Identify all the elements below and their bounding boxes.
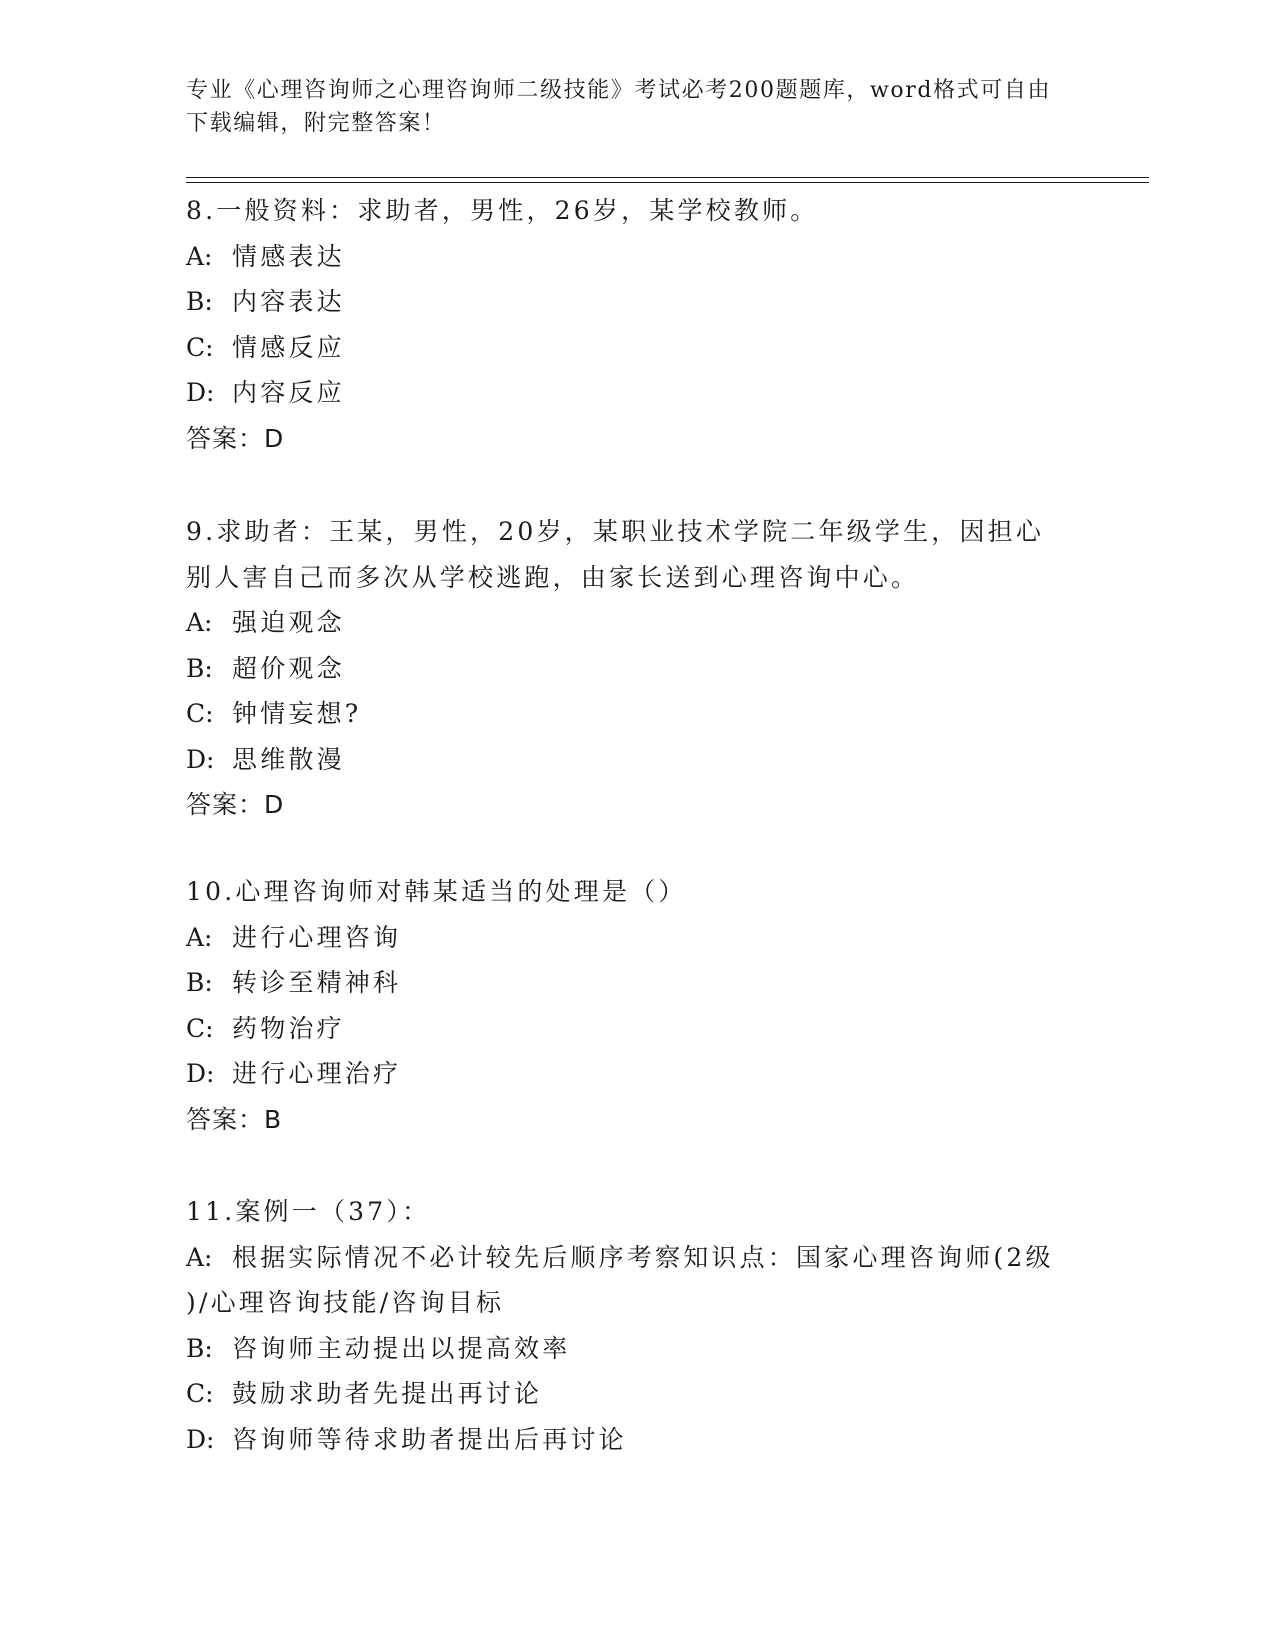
option-text: 内容表达 (232, 287, 345, 316)
option-key: D: (186, 378, 215, 407)
option-text: 内容反应 (232, 378, 345, 407)
header-rule-top (186, 177, 1149, 178)
option-d (186, 370, 1086, 416)
option-text: 根据实际情况不必计较先后顺序考察知识点：国家心理咨询师(2级 (232, 1242, 1054, 1272)
option-key: A: (186, 922, 213, 952)
option-text: 情感反应 (232, 332, 345, 362)
document-header: 专业《心理咨询师之心理咨询师二级技能》考试必考200题题库，word格式可自由下载编辑，附完整答案！ (186, 78, 1052, 136)
option-c (186, 1371, 1086, 1417)
option-key: C: (186, 1379, 214, 1408)
option-key: A: (186, 608, 213, 637)
option-b (186, 1326, 1086, 1372)
option-text: 强迫观念 (232, 608, 345, 637)
option-a (186, 234, 1086, 280)
option-key: C: (186, 332, 214, 362)
option-key: A: (186, 241, 213, 271)
question-stem: 8.一般资料：求助者，男性，26岁，某学校教师。 (186, 196, 819, 225)
header-rule-bottom (186, 182, 1149, 183)
option-key: B: (186, 1333, 213, 1363)
option-key: A: (186, 1242, 213, 1272)
option-key: D: (186, 744, 215, 774)
option-c (186, 325, 1086, 371)
option-a (186, 1235, 1086, 1281)
option-c (186, 691, 1086, 737)
option-a-continued: )/心理咨询技能/咨询目标 (186, 1288, 505, 1317)
option-text: 咨询师主动提出以提高效率 (232, 1333, 571, 1363)
option-text: 进行心理咨询 (232, 922, 402, 952)
option-key: B: (186, 287, 213, 316)
option-b (186, 279, 1086, 325)
option-d (186, 1417, 1086, 1463)
option-key: B: (186, 968, 213, 997)
option-b (186, 960, 1086, 1006)
question-stem: 9.求助者：王某，男性，20岁，某职业技术学院二年级学生，因担心 (186, 517, 1045, 546)
option-a (186, 600, 1086, 646)
answer: 答案：D (186, 790, 285, 819)
option-key: C: (186, 1013, 214, 1043)
option-text: 鼓励求助者先提出再讨论 (232, 1379, 543, 1408)
option-text: 进行心理治疗 (232, 1059, 402, 1088)
option-text: 钟情妄想? (232, 699, 362, 728)
option-c (186, 1006, 1086, 1052)
question-9 (186, 509, 1086, 828)
answer: 答案：D (186, 423, 285, 453)
option-d (186, 1051, 1086, 1097)
question-11 (186, 1189, 1086, 1462)
question-8 (186, 188, 1086, 461)
option-key: D: (186, 1424, 215, 1454)
option-text: 思维散漫 (232, 744, 345, 774)
option-b (186, 646, 1086, 692)
answer: 答案：B (186, 1104, 283, 1134)
question-stem: 11.案例一（37）： (186, 1197, 431, 1226)
option-text: 超价观念 (232, 653, 345, 683)
option-text: 情感表达 (232, 241, 345, 271)
question-10 (186, 869, 1086, 1142)
question-stem: 10.心理咨询师对韩某适当的处理是（） (186, 877, 687, 906)
question-stem-continued: 别人害自己而多次从学校逃跑，由家长送到心理咨询中心。 (186, 562, 920, 592)
option-key: C: (186, 699, 214, 728)
option-a (186, 915, 1086, 961)
option-key: B: (186, 653, 213, 683)
option-text: 转诊至精神科 (232, 968, 402, 997)
option-key: D: (186, 1059, 215, 1088)
option-text: 药物治疗 (232, 1013, 345, 1043)
option-d (186, 737, 1086, 783)
option-text: 咨询师等待求助者提出后再讨论 (232, 1424, 627, 1454)
